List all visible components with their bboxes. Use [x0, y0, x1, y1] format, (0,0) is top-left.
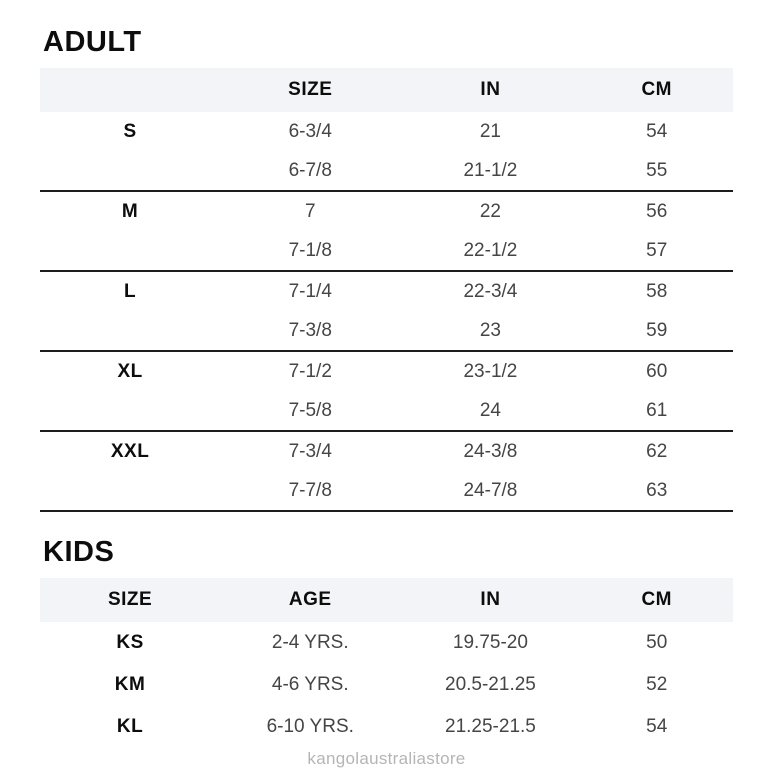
cm-value: 62 [646, 441, 668, 462]
table-row [40, 664, 733, 706]
column-header-size: SIZE [107, 589, 153, 610]
column-header-cm: CM [641, 79, 673, 100]
table-row [40, 272, 733, 312]
size-group-label: L [124, 281, 137, 302]
cm-value: 61 [646, 400, 668, 421]
size-group-label: M [121, 201, 139, 222]
table-row [40, 622, 733, 664]
in-value: 24-3/8 [463, 441, 518, 462]
size-value: 7-1/4 [288, 281, 332, 302]
table-row [40, 392, 733, 432]
in-value: 24-7/8 [463, 480, 518, 501]
table-row [40, 152, 733, 192]
adult-heading: ADULT [43, 26, 142, 58]
table-row [40, 472, 733, 512]
age-value: 4-6 YRS. [271, 674, 349, 695]
column-header-in: IN [480, 79, 501, 100]
size-value: 7-3/8 [288, 320, 332, 341]
table-row [40, 112, 733, 152]
cm-value: 56 [646, 201, 668, 222]
table-row [40, 192, 733, 232]
age-value: 2-4 YRS. [271, 632, 349, 653]
size-value: 7-1/8 [288, 240, 332, 261]
table-row [40, 312, 733, 352]
size-value: 7 [304, 201, 316, 222]
cm-value: 59 [646, 320, 668, 341]
in-value: 22 [479, 201, 501, 222]
cm-value: 57 [646, 240, 668, 261]
adult-size-table [40, 68, 733, 512]
size-group-label: XL [117, 361, 143, 382]
cm-value: 58 [646, 281, 668, 302]
cm-value: 54 [646, 716, 668, 737]
column-header-cm: CM [641, 589, 673, 610]
size-value: 7-1/2 [288, 361, 332, 382]
in-value: 22-1/2 [463, 240, 518, 261]
size-group-label: KM [114, 674, 146, 695]
in-value: 22-3/4 [463, 281, 518, 302]
in-value: 19.75-20 [452, 632, 528, 653]
table-row [40, 352, 733, 392]
kids-heading: KIDS [43, 536, 115, 568]
table-row [40, 432, 733, 472]
cm-value: 60 [646, 361, 668, 382]
cm-value: 50 [646, 632, 668, 653]
table-row [40, 706, 733, 748]
adult-table-header-row [40, 68, 733, 112]
size-value: 7-3/4 [288, 441, 332, 462]
size-value: 7-7/8 [288, 480, 332, 501]
column-header-age: AGE [288, 589, 332, 610]
kids-size-table [40, 578, 733, 748]
store-watermark: kangolaustraliastore [307, 749, 466, 768]
size-group-label: XXL [110, 441, 150, 462]
in-value: 21 [479, 121, 501, 142]
size-group-label: S [123, 121, 137, 142]
in-value: 23-1/2 [463, 361, 518, 382]
kids-table-header-row [40, 578, 733, 622]
column-header-size: SIZE [288, 79, 333, 100]
size-group-label: KL [116, 716, 144, 737]
age-value: 6-10 YRS. [266, 716, 354, 737]
table-row [40, 232, 733, 272]
cm-value: 54 [646, 121, 668, 142]
in-value: 21.25-21.5 [445, 716, 536, 737]
column-header-in: IN [480, 589, 501, 610]
size-value: 7-5/8 [288, 400, 332, 421]
cm-value: 55 [646, 160, 668, 181]
size-value: 6-3/4 [288, 121, 332, 142]
cm-value: 63 [646, 480, 668, 501]
size-value: 6-7/8 [288, 160, 332, 181]
in-value: 20.5-21.25 [445, 674, 536, 695]
in-value: 23 [479, 320, 501, 341]
in-value: 24 [479, 400, 501, 421]
cm-value: 52 [646, 674, 668, 695]
size-group-label: KS [116, 632, 144, 653]
in-value: 21-1/2 [463, 160, 518, 181]
